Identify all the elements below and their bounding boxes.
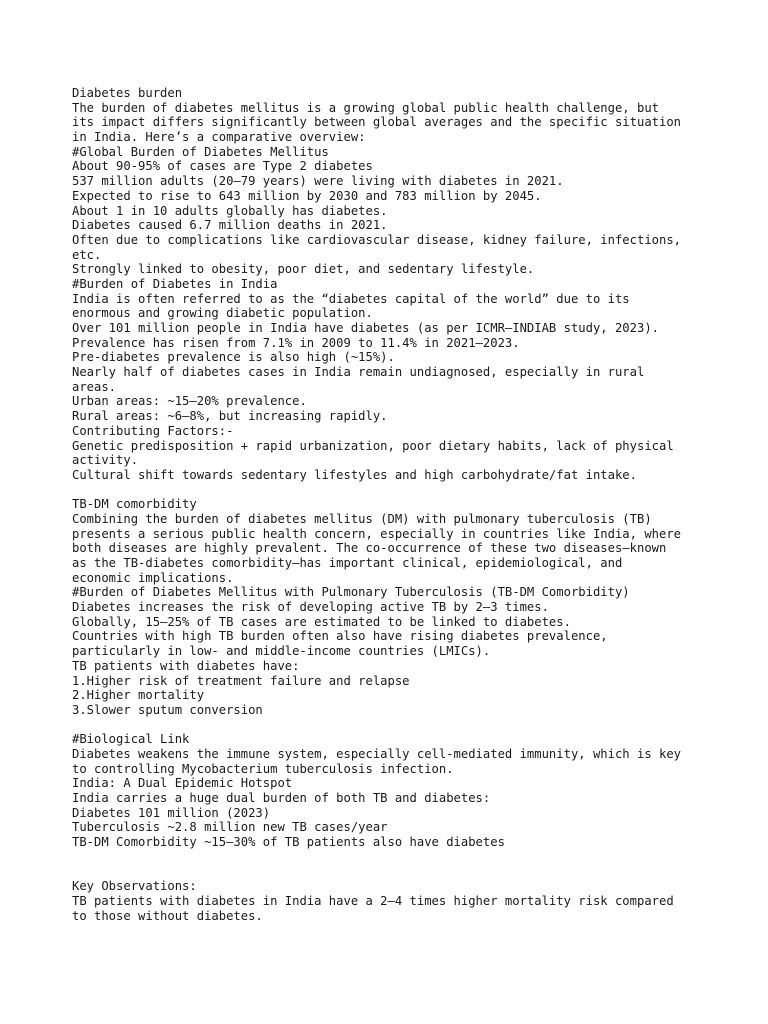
text-line: TB-DM Comorbidity ~15–30% of TB patients also have diabetes [72,835,505,850]
text-line: Diabetes caused 6.7 million deaths in 2021. [72,218,388,233]
blank-line [72,483,712,498]
text-line: Contributing Factors:- [72,423,234,438]
text-line: as the TB-diabetes comorbidity—has important clinical, epidemiological, and [72,556,623,570]
text-line: TB patients with diabetes in India have a 2–4 times higher mortality risk compared [72,893,674,908]
text-line: its impact differs significantly between global averages and the specific situation [72,115,682,130]
blank-line [72,864,712,879]
text-line: Key Observations: [72,879,197,894]
text-line: presents a serious public health concern, especially in countries like India, where [72,526,682,541]
text-line: particularly in low- and middle-income countries (LMICs). [72,644,491,659]
text-line: Nearly half of diabetes cases in India remain undiagnosed, especially in rural [72,365,645,380]
text-line: Pre-diabetes prevalence is also high (~15%). [72,350,395,365]
text-line: India is often referred to as the “diabetes capital of the world” due to its [72,291,630,306]
text-line: About 1 in 10 adults globally has diabetes. [72,203,388,218]
text-line: Cultural shift towards sedentary lifestyles and high carbohydrate/fat intake. [72,467,637,482]
text-line: Prevalence has risen from 7.1% in 2009 to 11.4% in 2021–2023. [72,335,520,350]
text-line: #Burden of Diabetes in India [72,276,278,291]
text-line: areas. [72,379,117,394]
text-line: India carries a huge dual burden of both TB and diabetes: [72,791,491,805]
text-line: India: A Dual Epidemic Hotspot [72,776,293,791]
text-line: 537 million adults (20–79 years) were living with diabetes in 2021. [72,174,564,189]
text-line: Urban areas: ~15–20% prevalence. [72,394,307,409]
text-line: in India. Here’s a comparative overview: [72,130,366,145]
text-line: About 90-95% of cases are Type 2 diabetes [72,159,373,174]
text-line: TB-DM comorbidity [72,497,197,512]
text-line: Diabetes weakens the immune system, especially cell-mediated immunity, which is key [72,746,682,761]
text-line: activity. [72,453,139,468]
document-body [72,86,712,923]
text-line: Countries with high TB burden often also have rising diabetes prevalence, [72,629,608,644]
text-line: Genetic predisposition + rapid urbanization, poor dietary habits, lack of physical [72,438,674,453]
text-line: Tuberculosis ~2.8 million new TB cases/year [72,820,388,835]
text-line: economic implications. [72,570,234,585]
text-line: both diseases are highly prevalent. The co-occurrence of these two diseases—known [72,541,667,556]
text-line: Combining the burden of diabetes mellitus (DM) with pulmonary tuberculosis (TB) [72,511,652,526]
text-line: Strongly linked to obesity, poor diet, and sedentary lifestyle. [72,262,535,277]
text-line: etc. [72,247,102,262]
text-line: Over 101 million people in India have diabetes (as per ICMR–INDIAB study, 2023). [72,321,659,335]
text-line: Diabetes increases the risk of developing active TB by 2–3 times. [72,600,549,615]
text-line: to those without diabetes. [72,908,263,923]
text-line: Diabetes burden [72,86,183,100]
text-line: 3.Slower sputum conversion [72,702,263,717]
blank-line [72,850,712,865]
text-line: enormous and growing diabetic population. [72,306,373,321]
blank-line [72,718,712,733]
text-line: Globally, 15–25% of TB cases are estimated to be linked to diabetes. [72,614,571,629]
text-line: #Biological Link [72,732,190,747]
text-line: Often due to complications like cardiovascular disease, kidney failure, infections, [72,232,682,247]
text-line: #Burden of Diabetes Mellitus with Pulmonary Tuberculosis (TB-DM Comorbidity) [72,585,630,600]
text-line: Diabetes 101 million (2023) [72,805,271,820]
text-line: The burden of diabetes mellitus is a growing global public health challenge, but [72,100,659,115]
text-line: Expected to rise to 643 million by 2030 and 783 million by 2045. [72,188,542,203]
text-line: #Global Burden of Diabetes Mellitus [72,144,329,159]
text-line: 1.Higher risk of treatment failure and relapse [72,673,410,688]
text-line: to controlling Mycobacterium tuberculosis infection. [72,761,454,776]
text-line: 2.Higher mortality [72,688,205,703]
text-line: TB patients with diabetes have: [72,658,300,673]
text-line: Rural areas: ~6–8%, but increasing rapidly. [72,409,388,424]
